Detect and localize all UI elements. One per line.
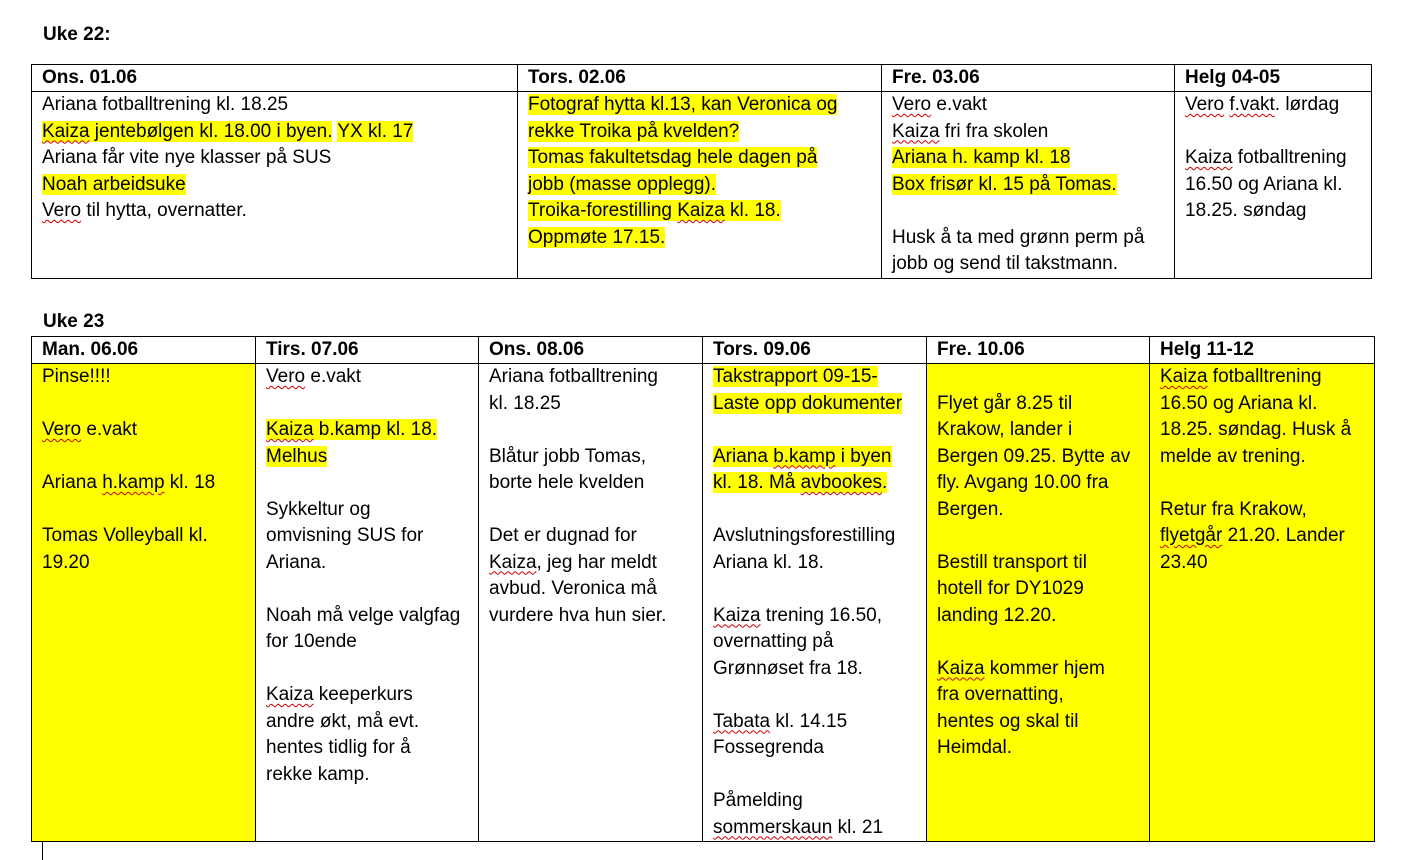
- entry-text: Heimdal.: [937, 737, 1012, 758]
- entry-text: hotell for DY1029: [937, 578, 1084, 599]
- entry-text: hentes tidlig for å: [266, 737, 411, 758]
- entry-text: Kaiza jentebølgen kl. 18.00 i byen. YX kl. 17: [42, 120, 414, 142]
- entry-text: avbud. Veronica må: [489, 578, 657, 599]
- entry-text: Vero e.vakt: [266, 366, 362, 387]
- entry-text: Kaiza fotballtrening: [1160, 366, 1322, 387]
- day-cell-fre-0306[interactable]: [882, 92, 1175, 279]
- entry-text: Noah arbeidsuke: [42, 173, 186, 195]
- entry-text: 16.50 og Ariana kl.: [1160, 392, 1318, 414]
- entry-text: Box frisør kl. 15 på Tomas.: [892, 173, 1117, 195]
- entry-text: 18.25. søndag. Husk å: [1160, 419, 1352, 440]
- entry-text: Ariana h.kamp kl. 18: [42, 472, 216, 493]
- entry-text: Retur fra Krakow,: [1160, 498, 1307, 520]
- entry-text: Tomas Volleyball kl.: [42, 525, 208, 546]
- entry-text: Ariana h. kamp kl. 18: [892, 147, 1071, 168]
- entry-text: borte hele kvelden: [489, 472, 645, 493]
- entry-text: Tabata kl. 14.15: [713, 710, 848, 732]
- day-header-helg: Helg 04-05: [1175, 65, 1372, 92]
- day-header-fre: Fre. 03.06: [882, 65, 1175, 92]
- entry-text: Noah må velge valgfag: [266, 604, 461, 626]
- entry-text: fly. Avgang 10.00 fra: [937, 472, 1109, 493]
- entry-text: Bergen 09.25. Bytte av: [937, 445, 1131, 467]
- entry-text: 18.25. søndag: [1185, 200, 1307, 221]
- day-header-ons: Ons. 01.06: [32, 65, 518, 92]
- entry-text: melde av trening.: [1160, 445, 1306, 467]
- entry-text: Sykkeltur og: [266, 498, 371, 520]
- entry-text: Husk å ta med grønn perm på: [892, 226, 1145, 248]
- entry-text: Vero til hytta, overnatter.: [42, 200, 247, 221]
- entry-text: hentes og skal til: [937, 710, 1079, 732]
- day-header-ons: Ons. 08.06: [479, 337, 703, 364]
- entry-text: Kaiza, jeg har meldt: [489, 551, 657, 573]
- entry-text: Vero e.vakt: [892, 94, 988, 115]
- day-cell-tors-0206[interactable]: Fotograf hytta kl.13, kan Veronica og rekke Troika på kvelden? Tomas fakultetsdag hele dagen på jobb (masse opplegg). Troika-forestilling Kaiza kl. 18. Oppmøte 17.15.: [518, 92, 882, 279]
- entry-text: Fossegrenda: [713, 737, 824, 758]
- entry-text: Grønnøset fra 18.: [713, 657, 863, 679]
- entry-text: Blåtur jobb Tomas,: [489, 445, 647, 467]
- entry-text: Avslutningsforestilling: [713, 525, 896, 546]
- day-cell-tirs-0706[interactable]: Vero e.vakt Kaiza b.kamp kl. 18. Melhus Sykkeltur og omvisning SUS for Ariana. Noah må velge valgfag for 10ende Kaiza keeperkurs andre økt, må evt. hentes tidlig for å rekke kamp.: [256, 364, 479, 842]
- entry-text: 19.20: [42, 551, 90, 573]
- text-cursor: [42, 842, 43, 860]
- day-header-tirs: Tirs. 07.06: [256, 337, 479, 364]
- entry-text: jobb (masse opplegg).: [528, 173, 716, 195]
- entry-text: kl. 18.25: [489, 392, 561, 414]
- day-cell-ons-0806[interactable]: [479, 364, 703, 842]
- entry-text: Kaiza trening 16.50,: [713, 604, 883, 626]
- entry-text: Fotograf hytta kl.13, kan Veronica og: [528, 94, 838, 115]
- entry-text: Bergen.: [937, 498, 1004, 520]
- entry-text: Melhus: [266, 445, 328, 467]
- entry-text: Laste opp dokumenter: [713, 392, 903, 414]
- entry-text: vurdere hva hun sier.: [489, 604, 667, 626]
- entry-text: Ariana fotballtrening: [489, 366, 658, 387]
- entry-text: Ariana kl. 18.: [713, 551, 824, 573]
- entry-text: 23.40: [1160, 551, 1208, 573]
- day-header-helg: Helg 11-12: [1150, 337, 1375, 364]
- entry-text: Kaiza fotballtrening: [1185, 147, 1347, 168]
- day-header-man: Man. 06.06: [32, 337, 256, 364]
- week23-table: [31, 336, 1375, 842]
- day-header-tors: Tors. 09.06: [703, 337, 927, 364]
- entry-text: Ariana fotballtrening kl. 18.25: [42, 94, 289, 115]
- entry-text: Tomas fakultetsdag hele dagen på: [528, 147, 818, 168]
- day-header-fre: Fre. 10.06: [927, 337, 1150, 364]
- entry-text: Kaiza fri fra skolen: [892, 120, 1049, 142]
- day-cell-helg-1112[interactable]: [1150, 364, 1375, 842]
- entry-text: sommerskaun kl. 21: [713, 816, 884, 838]
- entry-text: rekke kamp.: [266, 763, 370, 785]
- day-cell-fre-1006[interactable]: [927, 364, 1150, 842]
- entry-text: Pinse!!!!: [42, 366, 111, 387]
- entry-text: Bestill transport til: [937, 551, 1087, 573]
- entry-text: Oppmøte 17.15.: [528, 226, 666, 248]
- entry-text: Takstrapport 09-15-: [713, 366, 878, 387]
- day-cell-helg-0405[interactable]: [1175, 92, 1372, 279]
- entry-text: andre økt, må evt.: [266, 710, 420, 732]
- spellcheck-word: Kaiza: [42, 120, 90, 142]
- entry-text: landing 12.20.: [937, 604, 1057, 626]
- week22-title: Uke 22:: [43, 24, 111, 45]
- day-cell-tors-0906[interactable]: Takstrapport 09-15- Laste opp dokumenter Ariana b.kamp i byen kl. 18. Må avbookes. Avslutningsforestilling Ariana kl. 18. Kaiza trening 16.50, overnatting på Grønnøset fra 18. Tabata kl. 14.15 Fossegrenda Påmelding sommerskaun kl. 21: [703, 364, 927, 842]
- entry-text: jobb og send til takstmann.: [892, 253, 1119, 274]
- entry-text: Påmelding: [713, 790, 803, 811]
- entry-text: rekke Troika på kvelden?: [528, 120, 740, 142]
- entry-text: Kaiza kommer hjem: [937, 657, 1105, 679]
- entry-text: omvisning SUS for: [266, 525, 424, 546]
- week22-table: [31, 64, 1372, 279]
- entry-text: flyetgår 21.20. Lander: [1160, 525, 1345, 546]
- entry-text: Vero e.vakt: [42, 419, 138, 440]
- spellcheck-word: Vero: [42, 200, 82, 221]
- entry-text: Krakow, lander i: [937, 419, 1073, 440]
- entry-text: fra overnatting,: [937, 684, 1064, 705]
- entry-text: for 10ende: [266, 631, 357, 652]
- spellcheck-word: Kaiza: [677, 200, 725, 221]
- spellcheck-word: Kaiza: [266, 419, 314, 440]
- entry-text: Det er dugnad for: [489, 525, 637, 546]
- entry-text: 16.50 og Ariana kl.: [1185, 173, 1343, 195]
- week23-title: Uke 23: [43, 311, 105, 332]
- entry-text: Vero f.vakt. lørdag: [1185, 94, 1340, 115]
- entry-text: overnatting på: [713, 631, 834, 652]
- entry-text: Ariana.: [266, 551, 327, 573]
- entry-text: Flyet går 8.25 til: [937, 392, 1073, 414]
- entry-text: Ariana får vite nye klasser på SUS: [42, 147, 332, 168]
- day-cell-man-0606[interactable]: [32, 364, 256, 842]
- entry-text: Kaiza keeperkurs: [266, 684, 413, 705]
- day-header-tors: Tors. 02.06: [518, 65, 882, 92]
- day-cell-ons-0106[interactable]: [32, 92, 518, 279]
